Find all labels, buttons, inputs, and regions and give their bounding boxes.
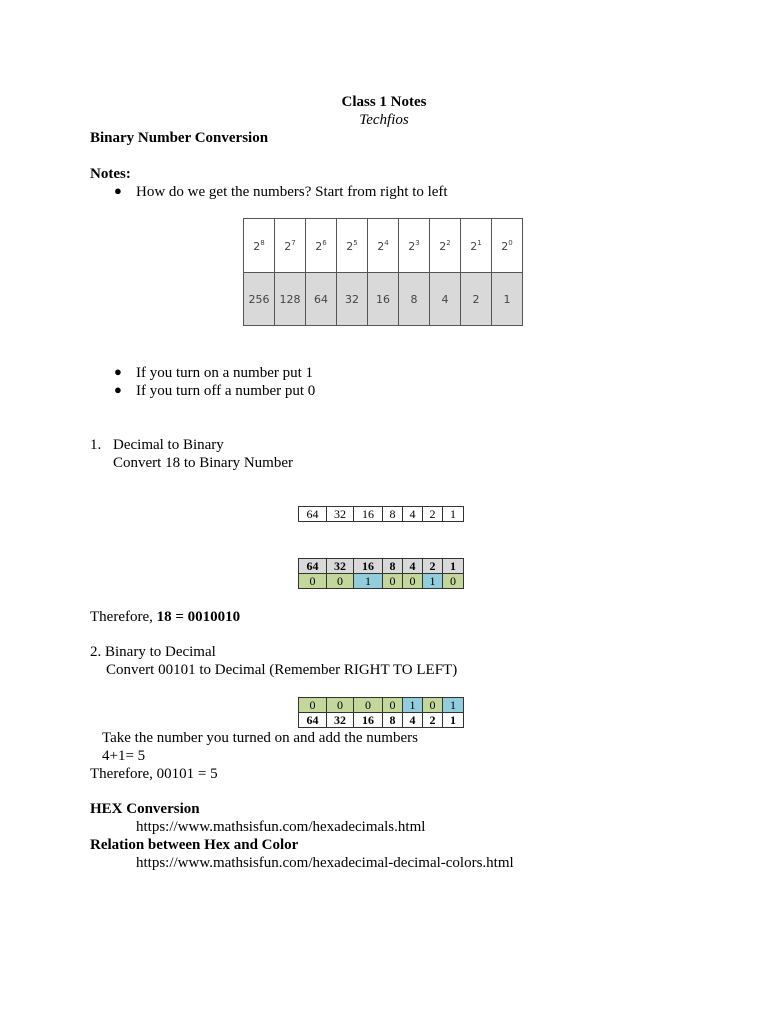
table-cell: 16 bbox=[354, 507, 383, 522]
sum-text: 4+1= 5 bbox=[102, 748, 146, 764]
bit-cell: 0 bbox=[327, 698, 354, 713]
notes-label: Notes: bbox=[90, 166, 131, 182]
page-title: Class 1 Notes bbox=[341, 94, 427, 110]
header-cell: 32 bbox=[327, 559, 354, 574]
power-cell: $2^5$ bbox=[337, 219, 368, 273]
result-value: 18 = 0010010 bbox=[156, 609, 241, 625]
header-cell: 8 bbox=[383, 713, 403, 728]
bit-cell: 1 bbox=[403, 698, 423, 713]
bit-cell: 0 bbox=[443, 574, 464, 589]
power-cell: $2^7$ bbox=[275, 219, 306, 273]
bit-cell: 0 bbox=[383, 698, 403, 713]
bullet-text: How do we get the numbers? Start from right to left bbox=[136, 184, 448, 200]
section-heading: Binary Number Conversion bbox=[90, 130, 269, 146]
power-cell: $2^1$ bbox=[461, 219, 492, 273]
bit-cell: 1 bbox=[354, 574, 383, 589]
value-cell: 16 bbox=[368, 273, 399, 326]
value-cell: 1 bbox=[492, 273, 523, 326]
bit-cell: 0 bbox=[383, 574, 403, 589]
bit-cell: 1 bbox=[443, 698, 464, 713]
value-cell: 128 bbox=[275, 273, 306, 326]
header-cell: 8 bbox=[383, 559, 403, 574]
table-cell: 1 bbox=[443, 507, 464, 522]
value-cell: 64 bbox=[306, 273, 337, 326]
result-line: Therefore, 00101 = 5 bbox=[90, 766, 218, 782]
bit-cell: 0 bbox=[403, 574, 423, 589]
power-cell: $2^0$ bbox=[492, 219, 523, 273]
page-subtitle: Techfios bbox=[359, 112, 409, 128]
bit-cell: 0 bbox=[423, 698, 443, 713]
table-cell: 2 bbox=[423, 507, 443, 522]
table-cell: 64 bbox=[299, 507, 327, 522]
instruction-text: Convert 00101 to Decimal (Remember RIGHT TO LEFT) bbox=[106, 662, 458, 678]
binary-decimal-table bbox=[298, 697, 464, 728]
bit-cell: 0 bbox=[299, 698, 327, 713]
bullet-icon: ● bbox=[114, 364, 122, 379]
header-cell: 1 bbox=[443, 559, 464, 574]
value-cell: 256 bbox=[244, 273, 275, 326]
list-number: 1. bbox=[90, 437, 102, 453]
value-cell: 8 bbox=[399, 273, 430, 326]
binary-conversion-table bbox=[298, 558, 464, 589]
powers-table bbox=[243, 218, 523, 326]
relation-link[interactable]: https://www.mathsisfun.com/hexadecimal-decimal-colors.html bbox=[136, 855, 514, 871]
bullet-text: If you turn on a number put 1 bbox=[136, 365, 314, 381]
value-cell: 4 bbox=[430, 273, 461, 326]
bit-cell: 0 bbox=[354, 698, 383, 713]
hex-link[interactable]: https://www.mathsisfun.com/hexadecimals.html bbox=[136, 819, 426, 835]
table-cell: 4 bbox=[403, 507, 423, 522]
place-value-table bbox=[298, 506, 464, 522]
power-cell: $2^8$ bbox=[244, 219, 275, 273]
header-cell: 16 bbox=[354, 559, 383, 574]
table-cell: 8 bbox=[383, 507, 403, 522]
table-cell: 32 bbox=[327, 507, 354, 522]
power-cell: $2^2$ bbox=[430, 219, 461, 273]
bit-cell: 0 bbox=[299, 574, 327, 589]
header-cell: 4 bbox=[403, 559, 423, 574]
bullet-icon: ● bbox=[114, 183, 122, 198]
header-cell: 16 bbox=[354, 713, 383, 728]
instruction-text: Convert 18 to Binary Number bbox=[113, 455, 293, 471]
bullet-icon: ● bbox=[114, 382, 122, 397]
bit-cell: 0 bbox=[327, 574, 354, 589]
explanation-text: Take the number you turned on and add the numbers bbox=[102, 730, 418, 746]
header-cell: 64 bbox=[299, 713, 327, 728]
header-cell: 32 bbox=[327, 713, 354, 728]
power-cell: $2^4$ bbox=[368, 219, 399, 273]
value-cell: 32 bbox=[337, 273, 368, 326]
header-cell: 1 bbox=[443, 713, 464, 728]
subsection-heading: 2. Binary to Decimal bbox=[90, 644, 216, 660]
value-cell: 2 bbox=[461, 273, 492, 326]
header-cell: 64 bbox=[299, 559, 327, 574]
bullet-text: If you turn off a number put 0 bbox=[136, 383, 316, 399]
header-cell: 2 bbox=[423, 713, 443, 728]
bit-cell: 1 bbox=[423, 574, 443, 589]
result-line bbox=[90, 608, 240, 626]
header-cell: 4 bbox=[403, 713, 423, 728]
header-cell: 2 bbox=[423, 559, 443, 574]
power-cell: $2^6$ bbox=[306, 219, 337, 273]
power-cell: $2^3$ bbox=[399, 219, 430, 273]
hex-heading: HEX Conversion bbox=[90, 801, 200, 817]
subsection-heading: Decimal to Binary bbox=[113, 437, 224, 453]
result-prefix: Therefore, bbox=[90, 609, 157, 625]
relation-heading: Relation between Hex and Color bbox=[90, 837, 299, 853]
